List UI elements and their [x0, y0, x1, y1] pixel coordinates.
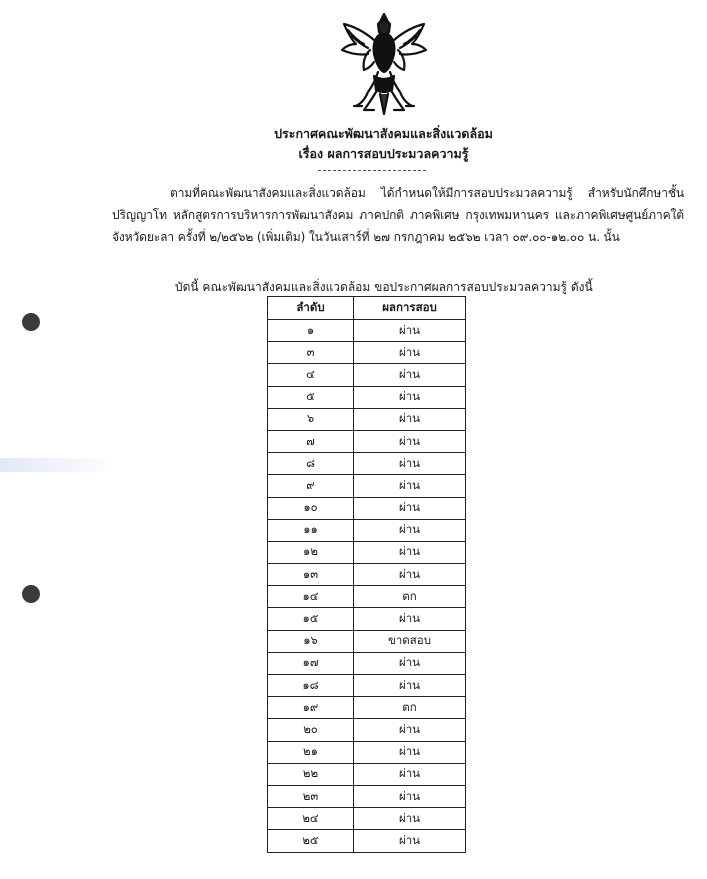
table-row — [268, 519, 466, 541]
row-result-cell: ผ่าน — [354, 475, 466, 497]
row-order-cell: ๑๕ — [268, 608, 354, 630]
announcement-title: ประกาศคณะพัฒนาสังคมและสิ่งแวดล้อม — [274, 126, 493, 141]
row-result-cell: ผ่าน — [354, 719, 466, 741]
row-order-cell: ๒๐ — [268, 719, 354, 741]
table-row — [268, 320, 466, 342]
table-row — [268, 763, 466, 785]
row-result-cell: ผ่าน — [354, 741, 466, 763]
title-underline — [318, 170, 426, 171]
announcement-subject: เรื่อง ผลการสอบประมวลความรู้ — [298, 146, 469, 161]
row-order-cell: ๑๘ — [268, 675, 354, 697]
row-order-cell: ๖ — [268, 408, 354, 430]
row-result-cell: ผ่าน — [354, 453, 466, 475]
row-order-cell: ๑๖ — [268, 630, 354, 652]
row-result-cell: ผ่าน — [354, 430, 466, 452]
row-order-cell: ๑๙ — [268, 697, 354, 719]
row-order-cell: ๔ — [268, 364, 354, 386]
row-result-cell: ตก — [354, 697, 466, 719]
row-result-cell: ผ่าน — [354, 785, 466, 807]
row-order-cell: ๕ — [268, 386, 354, 408]
table-row — [268, 497, 466, 519]
table-row — [268, 652, 466, 674]
row-result-cell: ตก — [354, 586, 466, 608]
row-result-cell: ผ่าน — [354, 675, 466, 697]
table-row — [268, 741, 466, 763]
table-row — [268, 719, 466, 741]
table-row — [268, 586, 466, 608]
row-result-cell: ผ่าน — [354, 564, 466, 586]
table-row — [268, 830, 466, 852]
row-order-cell: ๑๔ — [268, 586, 354, 608]
table-row — [268, 475, 466, 497]
row-order-cell: ๑ — [268, 320, 354, 342]
row-order-cell: ๗ — [268, 430, 354, 452]
row-order-cell: ๑๓ — [268, 564, 354, 586]
row-result-cell: ผ่าน — [354, 808, 466, 830]
row-result-cell: ผ่าน — [354, 608, 466, 630]
row-order-cell: ๑๒ — [268, 541, 354, 563]
table-row — [268, 608, 466, 630]
row-order-cell: ๒๑ — [268, 741, 354, 763]
row-order-cell: ๙ — [268, 475, 354, 497]
row-order-cell: ๑๑ — [268, 519, 354, 541]
row-result-cell: ผ่าน — [354, 541, 466, 563]
row-result-cell: ผ่าน — [354, 519, 466, 541]
table-row — [268, 342, 466, 364]
row-result-cell: ผ่าน — [354, 830, 466, 852]
row-result-cell: ขาดสอบ — [354, 630, 466, 652]
table-row — [268, 541, 466, 563]
body-paragraph: ตามที่คณะพัฒนาสังคมและสิ่งแวดล้อม ได้กำหนดให้มีการสอบประมวลความรู้ สำหรับนักศึกษาชั้นปริญญาโท หลักสูตรการบริหารการพัฒนาสังคม ภาคปกติ ภาคพิเศษ กรุงเทพมหานคร และภาคพิเศษศูนย์ภาคใต้ จังหวัดยะลา ครั้งที่ ๒/๒๕๖๒ (เพิ่มเติม) ในวันเสาร์ที่ ๒๗ กรกฎาคม ๒๕๖๒ เวลา ๐๙.๐๐-๑๒.๐๐ น. นั้น — [112, 186, 684, 244]
punch-hole-bottom — [22, 585, 40, 603]
garuda-emblem-icon — [334, 10, 434, 120]
row-result-cell: ผ่าน — [354, 652, 466, 674]
table-row — [268, 675, 466, 697]
table-row — [268, 408, 466, 430]
row-order-cell: ๒๓ — [268, 785, 354, 807]
table-row — [268, 364, 466, 386]
row-result-cell: ผ่าน — [354, 408, 466, 430]
results-intro: บัดนี้ คณะพัฒนาสังคมและสิ่งแวดล้อม ขอประกาศผลการสอบประมวลความรู้ ดังนี้ — [175, 280, 593, 294]
row-order-cell: ๑๗ — [268, 652, 354, 674]
punch-hole-top — [22, 313, 40, 331]
table-row — [268, 630, 466, 652]
row-result-cell: ผ่าน — [354, 386, 466, 408]
table-row — [268, 430, 466, 452]
row-order-cell: ๒๕ — [268, 830, 354, 852]
scan-smudge — [0, 458, 112, 472]
column-header-result: ผลการสอบ — [354, 297, 466, 320]
row-order-cell: ๓ — [268, 342, 354, 364]
row-result-cell: ผ่าน — [354, 342, 466, 364]
row-result-cell: ผ่าน — [354, 364, 466, 386]
column-header-order: ลำดับ — [268, 297, 354, 320]
table-header-row — [268, 297, 466, 320]
table-row — [268, 564, 466, 586]
row-order-cell: ๒๒ — [268, 763, 354, 785]
row-order-cell: ๘ — [268, 453, 354, 475]
row-order-cell: ๑๐ — [268, 497, 354, 519]
row-result-cell: ผ่าน — [354, 497, 466, 519]
table-row — [268, 386, 466, 408]
row-result-cell: ผ่าน — [354, 320, 466, 342]
table-row — [268, 453, 466, 475]
row-result-cell: ผ่าน — [354, 763, 466, 785]
row-order-cell: ๒๔ — [268, 808, 354, 830]
table-row — [268, 785, 466, 807]
table-row — [268, 697, 466, 719]
results-table — [267, 296, 466, 853]
table-row — [268, 808, 466, 830]
